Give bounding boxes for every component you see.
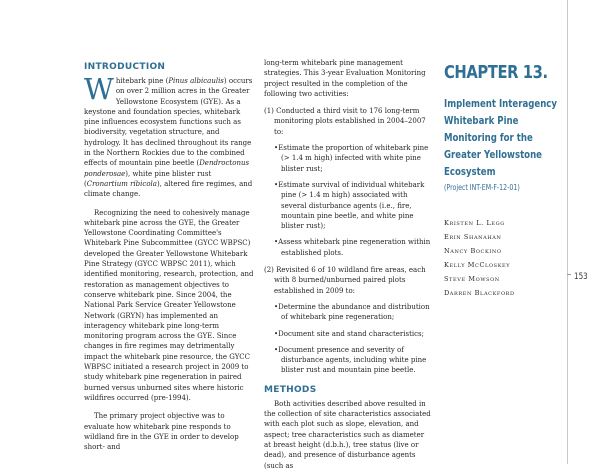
author-name: Kelly McCloskey [444, 261, 511, 269]
activity-1-bullets [274, 143, 432, 258]
intro-paragraph-3: The primary project objective was to evaluate how whitebark pine responds to wildland fire in the GYE in order to develop short- and [84, 412, 239, 452]
author-name: Steve Mowson [444, 275, 500, 283]
bullet-item: • Estimate the proportion of whitebark pine (> 1.4 m high) infected with white pine blister rust; [274, 143, 432, 174]
activity-item-1: (1) Conducted a third visit to 176 long-term monitoring plots established in 2004–2007 to: • Estimate the proportion of whitebark pine (> 1.4 m high) infected with white pine blister rust; • Estimate survival of individual whitebark pine (> 1.4 m high) associated with several disturbance agents (i.e., fire, mountain pine beetle, and white pine blister rust); • Assess whitebark pine regeneration within established plots. [264, 106, 432, 258]
introduction-heading: INTRODUCTION [84, 62, 166, 72]
activity-item-2: (2) Revisited 6 of 10 wildland fire areas, each with 8 burned/unburned paired plots established in 2009 to: • Determine the abundance and distribution of whitebark pine regeneration; • Document site and stand characteristics; • Document presence and severity of disturbance agents, including white pine blister rust and mountain pine beetle. [264, 265, 432, 376]
activities-list [264, 106, 432, 376]
methods-heading: METHODS [264, 384, 317, 395]
intro-paragraph-2: Recognizing the need to cohesively manage whitebark pine across the GYE, the Greater Yellowstone Coordinating Committee's Whitebark Pine Subcommittee (GYCC WBPSC) developed the Greater Yellowstone Whitebark Pine Strategy (GYCC WBPSC 2011), which identified monitoring, research, protection, and restoration as management objectives to conserve whitebark pine. Since 2004, the National Park Service Greater Yellowstone Network (GRYN) has implemented an interagency whitebark pine long-term monitoring program across the GYE. Since changes in fire regimes may detrimentally impact the whitebark pine resource, the GYCC WBPSC initiated a research project in 2009 to study whitebark pine regeneration in paired burned versus unburned sites where historic wildfires occurred (pre-1994). [84, 208, 254, 402]
page-number: 153 [574, 272, 588, 282]
drop-cap: W [84, 72, 114, 106]
intro-paragraph-1: Whitebark pine (Pinus albicaulis) occurs on over 2 million acres in the Greater Yellowstone Ecosystem (GYE). As a keystone and foundation species, whitebark pine influences ecosystem functions such as biodiversity, vegetation structure, and hydrology. It has declined throughout its range in the Northern Rockies due to the combined effects of mountain pine beetle (Dendroctonus ponderosae), white pine blister rust (Cronartium ribicola), altered fire regimes, and climate change. [84, 72, 253, 199]
bullet-item: • Document site and stand characteristics; [274, 329, 432, 339]
column-chapter-info [444, 62, 574, 300]
project-id: (Project INT-EM-F-12-01) [444, 183, 520, 192]
author-name: Nancy Bockino [444, 247, 502, 255]
activities-intro: long-term whitebark pine management strategies. This 3-year Evaluation Monitoring project resulted in the completion of the following two activities: [264, 59, 426, 98]
column-activities [264, 58, 432, 471]
bullet-item: • Document presence and severity of disturbance agents, including white pine blister rust and mountain pine beetle. [274, 345, 432, 376]
activity-2-bullets [274, 302, 432, 376]
author-name: Erin Shanahan [444, 233, 502, 241]
bullet-item: • Assess whitebark pine regeneration within established plots. [274, 237, 432, 258]
chapter-title: Implement Interagency Whitebark Pine Monitoring for the Greater Yellowstone Ecosystem [444, 97, 557, 178]
methods-paragraph: Both activities described above resulted in the collection of site characteristics associated with each plot such as slope, elevation, and aspect; tree characteristics such as diameter at breast height (d.b.h.), tree status (live or dead), and presence of disturbance agents (such as [264, 399, 431, 470]
author-name: Kristen L. Legg [444, 219, 505, 227]
column-introduction [84, 62, 254, 452]
bullet-item: • Determine the abundance and distribution of whitebark pine regeneration; [274, 302, 432, 323]
bullet-item: • Estimate survival of individual whitebark pine (> 1.4 m high) associated with several disturbance agents (i.e., fire, mountain pine beetle, and white pine blister rust); [274, 180, 432, 231]
author-list [444, 216, 574, 300]
chapter-label: CHAPTER 13. [444, 62, 548, 83]
author-name: Darren Blackford [444, 289, 515, 297]
